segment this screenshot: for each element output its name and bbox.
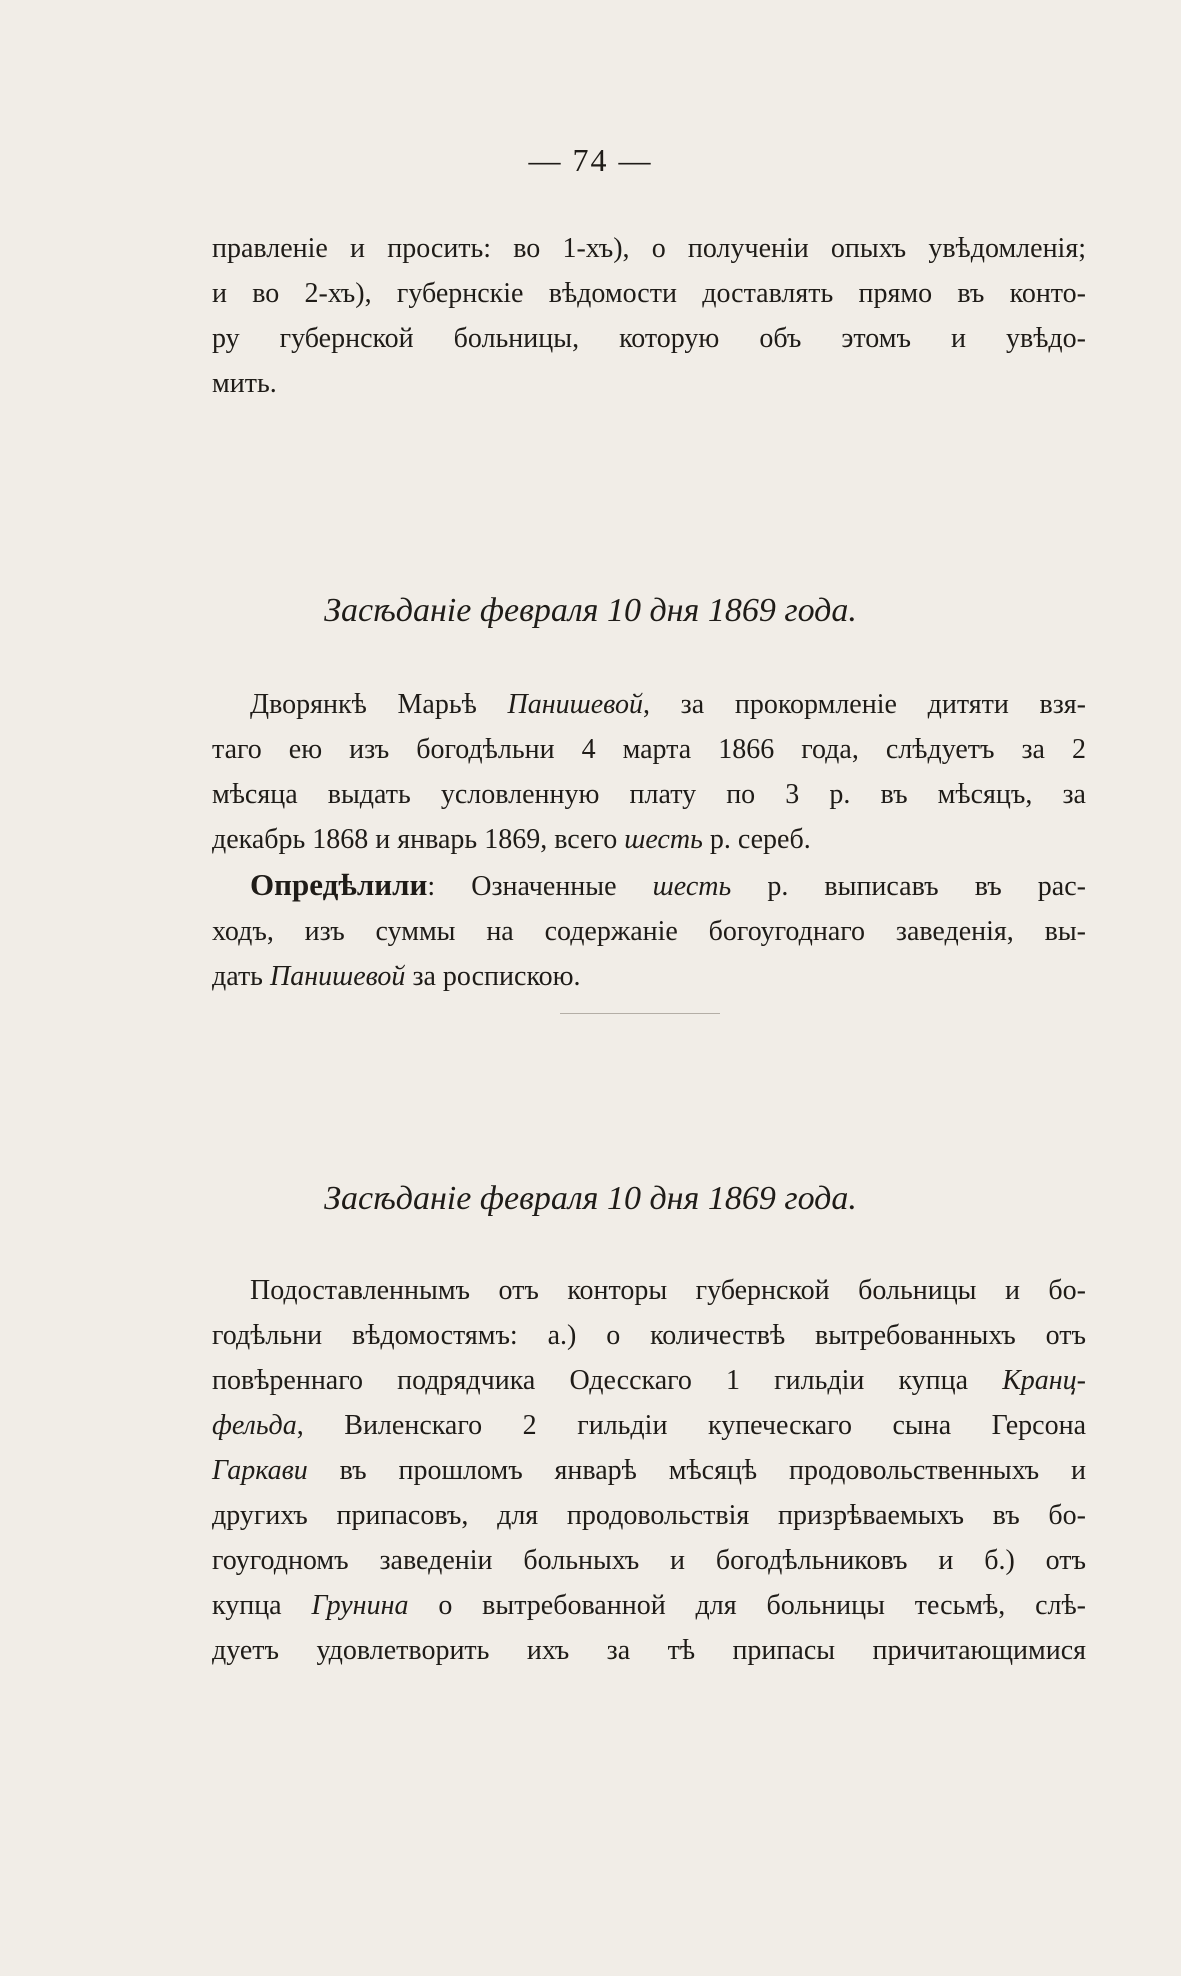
emphasis-word: шесть xyxy=(624,824,703,855)
text-line: дуетъ удовлетворить ихъ за тѣ припасы причитающимися xyxy=(212,1635,1086,1666)
text-line: и во 2-хъ), губернскіе вѣдомости доставлять прямо въ конто- xyxy=(212,278,1086,309)
text-line xyxy=(212,1403,1086,1448)
text-line xyxy=(212,1358,1086,1403)
person-name: фельда xyxy=(212,1410,297,1441)
paragraph-supplies xyxy=(212,1268,1086,1673)
person-name: Панишевой xyxy=(507,689,643,720)
text-line: мить. xyxy=(212,368,277,399)
text-run: р. сереб. xyxy=(702,824,811,855)
text-line xyxy=(212,682,1086,727)
text-line: ходъ, изъ суммы на содержаніе богоугоднаго заведенія, вы- xyxy=(212,916,1086,947)
person-name: Кранц- xyxy=(1002,1365,1086,1396)
text-line: другихъ припасовъ, для продовольствія призрѣваемыхъ въ бо- xyxy=(212,1500,1086,1531)
text-line: гоугодномъ заведеніи больныхъ и богодѣльниковъ и б.) отъ xyxy=(212,1545,1086,1576)
text-run: дать xyxy=(212,961,270,992)
text-line: таго ею изъ богодѣльни 4 марта 1866 года, слѣдуетъ за 2 xyxy=(212,734,1086,765)
text-line xyxy=(212,862,1086,909)
text-line: годѣльни вѣдомостямъ: а.) о количествѣ вытребованныхъ отъ xyxy=(212,1320,1086,1351)
divider-rule xyxy=(560,1013,720,1014)
person-name: Гаркави xyxy=(212,1455,308,1486)
text-line xyxy=(212,1448,1086,1493)
emphasis-word: шесть xyxy=(652,871,732,902)
text-run: о вытребованной для больницы тесьмѣ, слѣ- xyxy=(408,1590,1086,1621)
paragraph-continuation xyxy=(212,226,1086,406)
text-run: Дворянкѣ Марьѣ xyxy=(250,689,508,720)
text-line: ру губернской больницы, которую объ этомъ и увѣдо- xyxy=(212,323,1086,354)
text-run: р. выписавъ въ рас- xyxy=(731,871,1086,902)
text-line xyxy=(212,817,1086,862)
text-line: Подоставленнымъ отъ конторы губернской больницы и бо- xyxy=(250,1275,1086,1306)
page-number: — 74 — xyxy=(528,142,653,178)
person-name: Грунина xyxy=(311,1590,409,1621)
person-name: Панишевой xyxy=(269,961,406,992)
paragraph-resolution xyxy=(212,862,1086,999)
text-line: мѣсяца выдать условленную плату по 3 р. въ мѣсяцъ, за xyxy=(212,779,1086,810)
text-line: правленіе и просить: во 1-хъ), о полученіи опыхъ увѣдомленія; xyxy=(212,233,1086,264)
text-run: купца xyxy=(212,1590,312,1621)
text-line xyxy=(212,1583,1086,1628)
text-run: декабрь 1868 и январь 1869, всего xyxy=(212,824,625,855)
paragraph-panisheva xyxy=(212,682,1086,862)
text-run: за роспискою. xyxy=(405,961,581,992)
text-line xyxy=(212,954,1086,999)
text-run: : Означенные xyxy=(427,871,653,902)
session-heading: Засѣданіе февраля 10 дня 1869 года. xyxy=(324,1180,857,1217)
text-run: , Виленскаго 2 гильдіи купеческаго сына Герсона xyxy=(296,1410,1086,1441)
resolution-label: Опредѣлили xyxy=(250,867,428,902)
text-run: , за прокормленіе дитяти взя- xyxy=(642,689,1086,720)
text-run: въ прошломъ январѣ мѣсяцѣ продовольственныхъ и xyxy=(307,1455,1086,1486)
text-run: повѣреннаго подрядчика Одесскаго 1 гильдіи купца xyxy=(212,1365,1003,1396)
session-heading: Засѣданіе февраля 10 дня 1869 года. xyxy=(324,592,857,629)
